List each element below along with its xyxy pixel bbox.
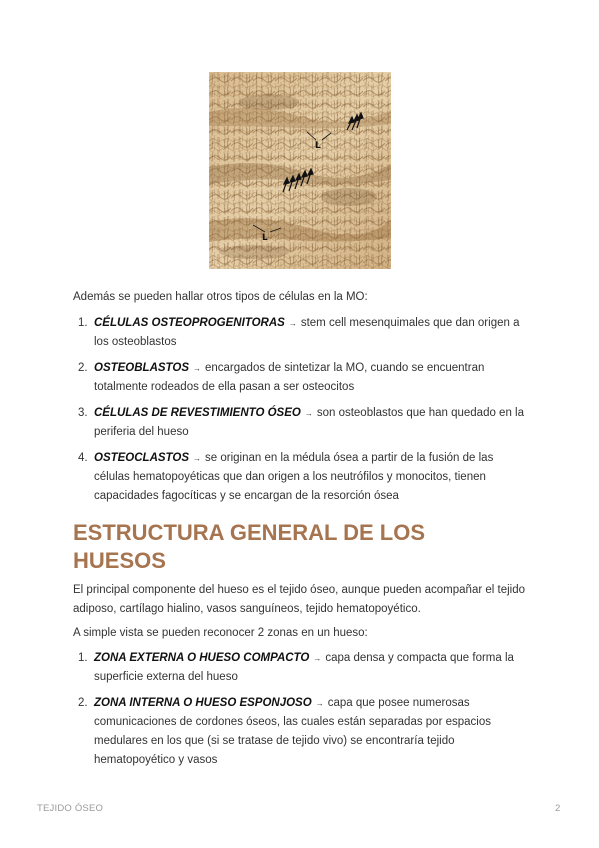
list-item [73, 359, 528, 397]
bone-micrograph-image [209, 72, 391, 269]
list-item [73, 649, 528, 687]
list-term: CÉLULAS OSTEOPROGENITORAS [94, 317, 285, 329]
list-term: ZONA INTERNA O HUESO ESPONJOSO [94, 697, 312, 709]
bone-zones-list [73, 649, 528, 777]
arrow-icon: → [304, 409, 313, 418]
list-item [73, 449, 528, 506]
list-text: se originan en la médula ósea a partir de la fusión de las células hematopoyéticas que dan origen a los neutrófilos y monocitos, tienen capacidades fagocíticas y se encargan de la resorción ósea [94, 452, 494, 502]
list-text: capa densa y compacta que forma la superficie externa del hueso [94, 652, 514, 683]
list-text: son osteoblastos que han quedado en la periferia del hueso [94, 407, 524, 438]
page-number: 2 [555, 803, 561, 814]
arrow-icon: → [193, 454, 201, 463]
list-term: ZONA EXTERNA O HUESO COMPACTO [94, 652, 310, 664]
arrow-icon: → [315, 699, 324, 708]
list-text: encargados de sintetizar la MO, cuando se encuentran totalmente rodeados de ella pasan a ser osteocitos [94, 362, 485, 393]
lacuna-label-1: L [315, 141, 321, 151]
micrograph-svg [209, 72, 391, 269]
list-number: 2. [78, 697, 88, 709]
list-text: stem cell mesenquimales que dan origen a los osteoblastos [94, 317, 520, 348]
list-term: OSTEOBLASTOS [94, 362, 189, 374]
arrow-icon: → [193, 364, 201, 373]
footer-title: TEJIDO ÓSEO [37, 803, 104, 814]
arrow-icon: → [313, 654, 322, 663]
list-item [73, 404, 528, 442]
arrow-icon: → [288, 319, 297, 328]
body-paragraph-1: El principal componente del hueso es el tejido óseo, aunque pueden acompañar el tejido adiposo, cartílago hialino, vasos sanguíneos, tejido hematopoyético. [73, 584, 526, 615]
body-paragraph-2: A simple vista se pueden reconocer 2 zonas en un hueso: [73, 627, 368, 639]
cell-types-list [73, 314, 528, 513]
list-number: 1. [78, 652, 88, 664]
list-number: 3. [78, 407, 88, 419]
list-term: OSTEOCLASTOS [94, 452, 189, 464]
list-number: 4. [78, 452, 88, 464]
list-text: capa que posee numerosas comunicaciones de cordones óseos, las cuales están separadas por espacios medulares en los que (si se tratase de tejido vivo) se encontraría tejido hematopoyético y vasos [94, 697, 491, 766]
list-number: 1. [78, 317, 88, 329]
lacuna-label-2: L [262, 233, 268, 243]
list-term: CÉLULAS DE REVESTIMIENTO ÓSEO [94, 407, 301, 419]
list-number: 2. [78, 362, 88, 374]
list-item [73, 694, 528, 770]
list-item [73, 314, 528, 352]
intro-paragraph: Además se pueden hallar otros tipos de células en la MO: [73, 291, 368, 303]
section-heading: ESTRUCTURA GENERAL DE LOS HUESOS [73, 520, 426, 573]
